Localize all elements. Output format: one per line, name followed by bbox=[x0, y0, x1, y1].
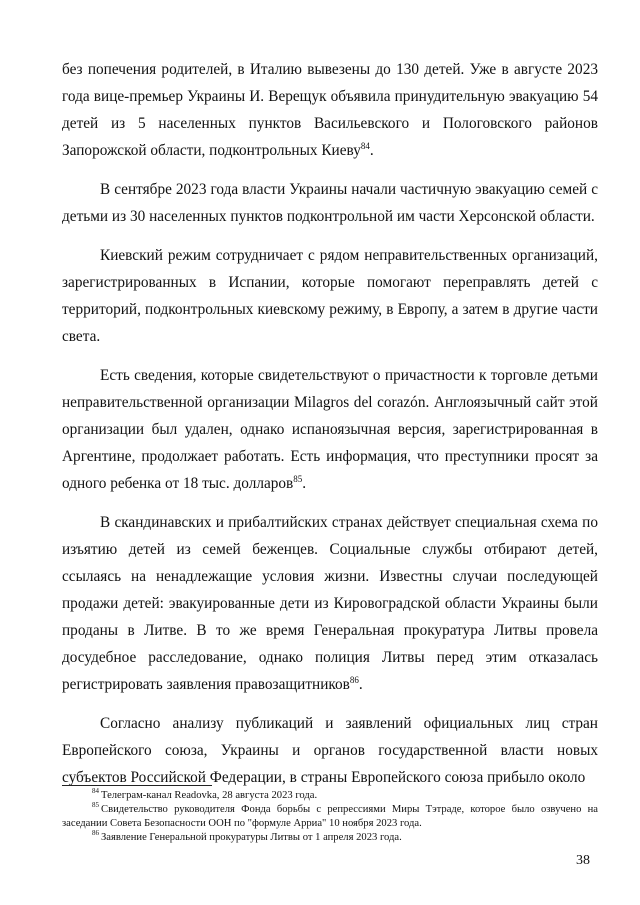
paragraph-5 bbox=[62, 509, 598, 698]
footnote-number: 86 bbox=[92, 829, 99, 838]
paragraph-tail: . bbox=[369, 142, 374, 159]
footnote-number: 84 bbox=[92, 787, 99, 796]
footnote-ref-84[interactable]: 84 bbox=[360, 140, 370, 151]
footnote-86 bbox=[62, 831, 598, 845]
footnote-text: Свидетельство руководителя Фонда борьбы с репрессиями Миры Тэтраде, которое было озвучено на заседании Совета Безопасности ООН по "формуле Арриа" 10 ноября 2023 года. bbox=[62, 804, 598, 829]
paragraph-4 bbox=[62, 362, 598, 497]
footnote-divider bbox=[62, 785, 212, 786]
paragraph-text: без попечения родителей, в Италию вывезены до 130 детей. Уже в августе 2023 года вице-премьер Украины И. Верещук объявила принудительную эвакуацию 54 детей из 5 населенных пунктов Васильевского и Пологовского районов Запорожской области, подконтрольных Киеву bbox=[62, 61, 598, 159]
footnote-ref-85[interactable]: 85 bbox=[293, 473, 303, 484]
footnote-84 bbox=[62, 789, 598, 803]
paragraph-text: Согласно анализу публикаций и заявлений официальных лиц стран Европейского союза, Украины и органов государственной власти новых субъектов Российской Федерации, в страны Европейского союза прибыло около bbox=[62, 715, 598, 786]
paragraph-tail: . bbox=[302, 475, 307, 492]
paragraph-3 bbox=[62, 242, 598, 350]
footnotes bbox=[62, 789, 598, 845]
paragraph-text: Киевский режим сотрудничает с рядом неправительственных организаций, зарегистрированных в Испании, которые помогают переправлять детей с территорий, подконтрольных киевскому режиму, в Европу, а затем в другие части света. bbox=[62, 247, 598, 345]
main-text bbox=[62, 56, 598, 803]
footnote-text: Телеграм-канал Readovka, 28 августа 2023 года. bbox=[101, 790, 318, 801]
paragraph-tail: . bbox=[358, 676, 363, 693]
paragraph-6 bbox=[62, 710, 598, 791]
paragraph-2 bbox=[62, 176, 598, 230]
paragraph-text: В сентябре 2023 года власти Украины начали частичную эвакуацию семей с детьми из 30 населенных пунктов подконтрольной им части Херсонской области. bbox=[62, 181, 598, 225]
paragraph-1 bbox=[62, 56, 598, 164]
paragraph-text: В скандинавских и прибалтийских странах действует специальная схема по изъятию детей из семей беженцев. Социальные службы отбирают детей, ссылаясь на ненадлежащие условия жизни. Известны случаи последующей продажи детей: эвакуированные дети из Кировоградской области Украины были проданы в Литве. В то же время Генеральная прокуратура Литвы провела досудебное расследование, однако полиция Литвы перед этим отказалась регистрировать заявления правозащитников bbox=[62, 514, 598, 693]
paragraph-text: Есть сведения, которые свидетельствуют о причастности к торговле детьми неправительственной организации Milagros del corazón. Англоязычный сайт этой организации был удален, однако испаноязычная версия, зарегистрированная в Аргентине, продолжает работать. Есть информация, что преступники просят за одного ребенка от 18 тыс. долларов bbox=[62, 367, 598, 492]
footnote-text: Заявление Генеральной прокуратуры Литвы от 1 апреля 2023 года. bbox=[101, 832, 402, 843]
footnote-number: 85 bbox=[92, 801, 99, 810]
footnote-85 bbox=[62, 803, 598, 831]
footnote-ref-86[interactable]: 86 bbox=[349, 674, 359, 685]
page-number: 38 bbox=[576, 853, 590, 868]
